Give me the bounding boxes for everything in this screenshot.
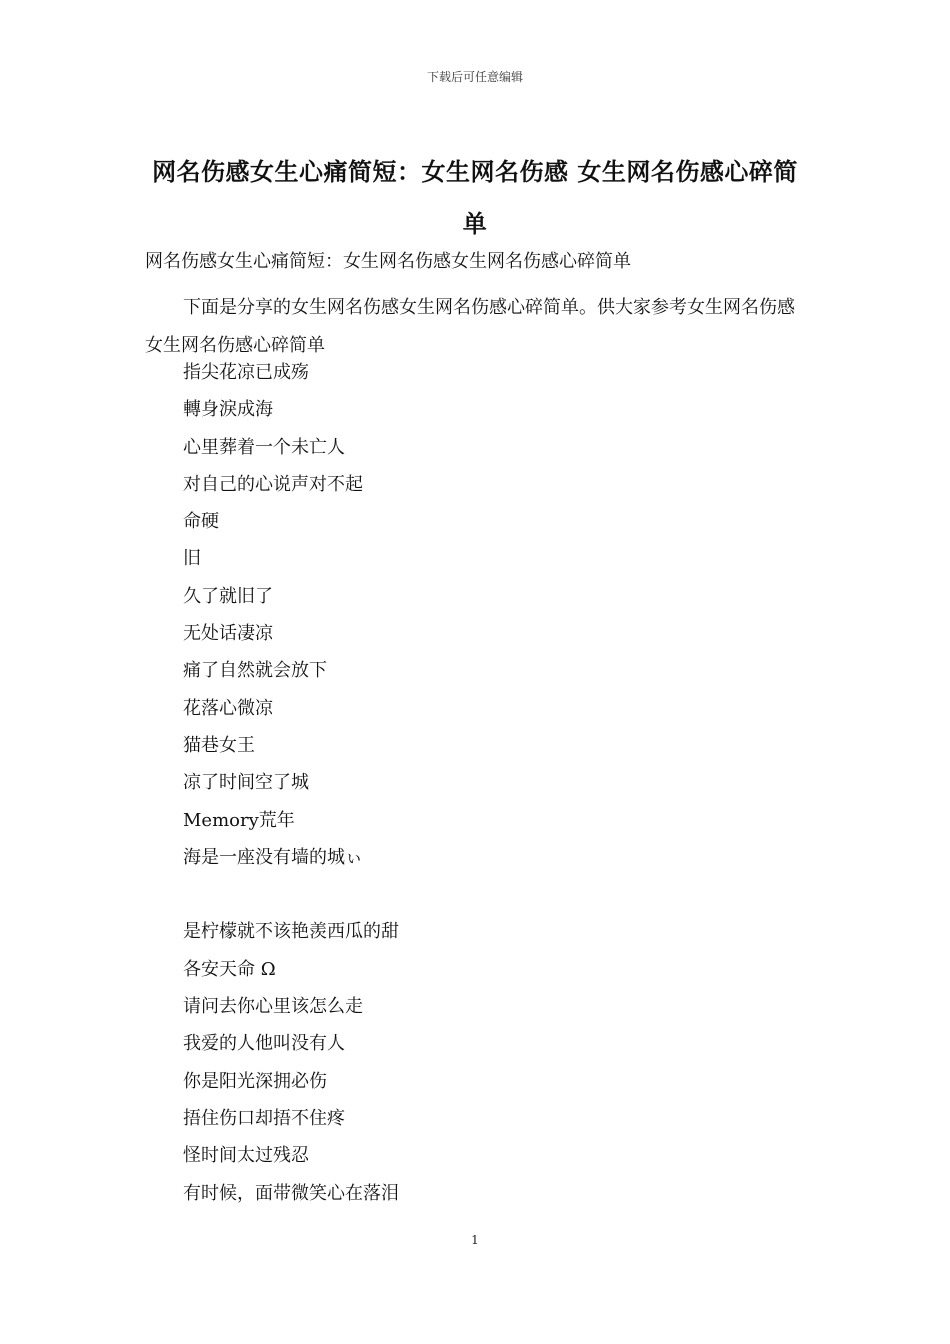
list-item: 旧 [183,548,201,570]
list-item: 是柠檬就不该艳羡西瓜的甜 [183,921,399,943]
blank-line [183,885,399,922]
list-item: 我爱的人他叫没有人 [183,1033,345,1055]
list-item: 心里葬着一个未亡人 [183,436,345,458]
list-item: 怪时间太过残忍 [183,1145,309,1167]
list-item: 久了就旧了 [183,585,273,607]
list-item: 痛了自然就会放下 [183,660,327,682]
list-item: 猫巷女王 [183,734,255,756]
list-item: 海是一座没有墙的城ぃ [183,846,363,868]
list-item: 有时候，面带微笑心在落泪 [183,1182,399,1204]
list-item: 无处话凄凉 [183,623,273,645]
name-list [183,363,399,1221]
list-item: Memory荒年 [183,809,295,831]
document-title: 网名伤感女生心痛简短：女生网名伤感 女生网名伤感心碎简单 [152,157,798,238]
list-item: 凉了时间空了城 [183,772,309,794]
document-subtitle: 网名伤感女生心痛简短：女生网名伤感女生网名伤感心碎简单 [145,251,631,272]
header-note: 下载后可任意编辑 [426,70,523,84]
list-item: 对自己的心说声对不起 [183,473,363,495]
list-item: 你是阳光深拥必伤 [183,1070,327,1092]
list-item: 请问去你心里该怎么走 [183,996,363,1018]
list-item: 捂住伤口却捂不住疼 [183,1107,345,1129]
list-item: 轉身淚成海 [183,399,273,421]
list-item: 花落心微凉 [183,697,273,719]
intro-paragraph: 下面是分享的女生网名伤感女生网名伤感心碎简单。供大家参考女生网名伤感女生网名伤感心碎简单 [145,297,795,356]
list-item: 各安天命 Ω [183,958,276,980]
page-number: 1 [471,1233,479,1247]
list-item: 指尖花凉已成殇 [183,362,309,383]
list-item: 命硬 [183,511,219,533]
